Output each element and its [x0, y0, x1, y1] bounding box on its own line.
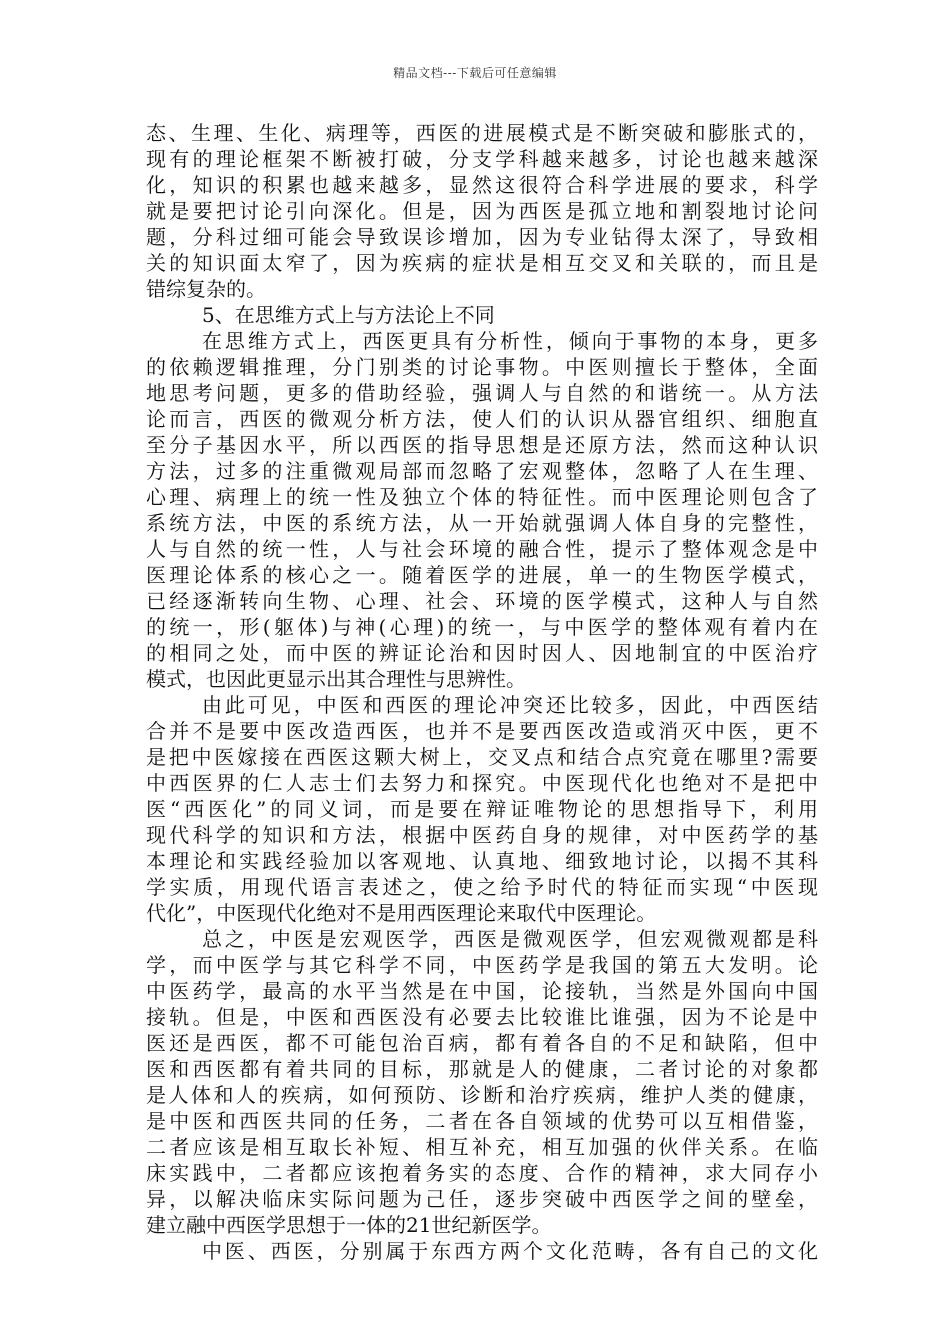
text-line: 关的知识面太窄了，因为疾病的症状是相互交叉和关联的，而且是	[146, 251, 818, 275]
text-line: 中西医界的仁人志士们去努力和探究。中医现代化也绝对不是把中	[146, 771, 818, 795]
text-line: 题，分科过细可能会导致误诊增加，因为专业钻得太深了，导致相	[146, 225, 818, 249]
text-line: 至分子基因水平，所以西医的指导思想是还原方法，然而这种认识	[146, 433, 818, 457]
page-header: 精品文档---下载后可任意编辑	[393, 66, 557, 80]
text-line: 中医、西医，分别属于东西方两个文化范畴，各有自己的文化	[202, 1239, 818, 1263]
text-line: 是中医和西医共同的任务，二者在各自领域的优势可以互相借鉴，	[146, 1109, 818, 1133]
text-line: 中医药学，最高的水平当然是在中国，论接轨，当然是外国向中国	[146, 979, 818, 1003]
text-line: 方法，过多的注重微观局部而忽略了宏观整体，忽略了人在生理、	[146, 459, 818, 483]
text-line: 学，而中医学与其它科学不同，中医药学是我国的第五大发明。论	[146, 953, 818, 977]
text-line: 态、生理、生化、病理等，西医的进展模式是不断突破和膨胀式的，	[146, 121, 818, 145]
text-line: 接轨。但是，中医和西医没有必要去比较谁比谁强，因为不论是中	[146, 1005, 818, 1029]
text-line: 医和西医都有着共同的目标，那就是人的健康，二者讨论的对象都	[146, 1057, 818, 1081]
text-line: 代化”，中医现代化绝对不是用西医理论来取代中医理论。	[146, 901, 657, 925]
text-line: 建立融中西医学思想于一体的21世纪新医学。	[146, 1213, 552, 1237]
document-body	[146, 120, 818, 1264]
text-line: 在思维方式上，西医更具有分析性，倾向于事物的本身，更多	[202, 329, 818, 353]
text-line: 的依赖逻辑推理，分门别类的讨论事物。中医则擅长于整体，全面	[146, 355, 818, 379]
text-line: 人与自然的统一性，人与社会环境的融合性，提示了整体观念是中	[146, 537, 818, 561]
text-line: 现代科学的知识和方法，根据中医药自身的规律，对中医药学的基	[146, 823, 818, 847]
text-line: 是把中医嫁接在西医这颗大树上，交叉点和结合点究竟在哪里?需要	[146, 745, 818, 769]
text-line: 医还是西医，都不可能包治百病，都有着各自的不足和缺陷，但中	[146, 1031, 818, 1055]
text-line: 医理论体系的核心之一。随着医学的进展，单一的生物医学模式，	[146, 563, 818, 587]
text-line: 床实践中，二者都应该抱着务实的态度、合作的精神，求大同存小	[146, 1161, 818, 1185]
text-line: 已经逐渐转向生物、心理、社会、环境的医学模式，这种人与自然	[146, 589, 818, 613]
section-heading: 5、在思维方式上与方法论上不同	[202, 303, 495, 327]
text-line: 学实质，用现代语言表述之，使之给予时代的特征而实现“中医现	[146, 875, 818, 899]
text-line: 医“西医化”的同义词，而是要在辩证唯物论的思想指导下，利用	[146, 797, 818, 821]
text-line: 就是要把讨论引向深化。但是，因为西医是孤立地和割裂地讨论问	[146, 199, 818, 223]
text-line: 二者应该是相互取长补短、相互补充，相互加强的伙伴关系。在临	[146, 1135, 818, 1159]
text-line: 现有的理论框架不断被打破，分支学科越来越多，讨论也越来越深	[146, 147, 818, 171]
text-line: 由此可见，中医和西医的理论冲突还比较多，因此，中西医结	[202, 693, 818, 717]
text-line: 化，知识的积累也越来越多，显然这很符合科学进展的要求，科学	[146, 173, 818, 197]
text-line: 的相同之处，而中医的辨证论治和因时因人、因地制宜的中医治疗	[146, 641, 818, 665]
text-line: 系统方法，中医的系统方法，从一开始就强调人体自身的完整性，	[146, 511, 818, 535]
text-line: 本理论和实践经验加以客观地、认真地、细致地讨论，以揭不其科	[146, 849, 818, 873]
text-line: 模式，也因此更显示出其合理性与思辨性。	[146, 667, 526, 691]
text-line: 论而言，西医的微观分析方法，使人们的认识从器官组织、细胞直	[146, 407, 818, 431]
text-line: 地思考问题，更多的借助经验，强调人与自然的和谐统一。从方法	[146, 381, 818, 405]
text-line: 的统一，形(躯体)与神(心理)的统一，与中医学的整体观有着内在	[146, 615, 818, 639]
text-line: 总之，中医是宏观医学，西医是微观医学，但宏观微观都是科	[202, 927, 818, 951]
text-line: 是人体和人的疾病，如何预防、诊断和治疗疾病，维护人类的健康，	[146, 1083, 818, 1107]
text-line: 错综复杂的。	[146, 277, 266, 301]
text-line: 心理、病理上的统一性及独立个体的特征性。而中医理论则包含了	[146, 485, 818, 509]
text-line: 异，以解决临床实际问题为己任，逐步突破中西医学之间的壁垒，	[146, 1187, 818, 1211]
text-line: 合并不是要中医改造西医，也并不是要西医改造或消灭中医，更不	[146, 719, 818, 743]
